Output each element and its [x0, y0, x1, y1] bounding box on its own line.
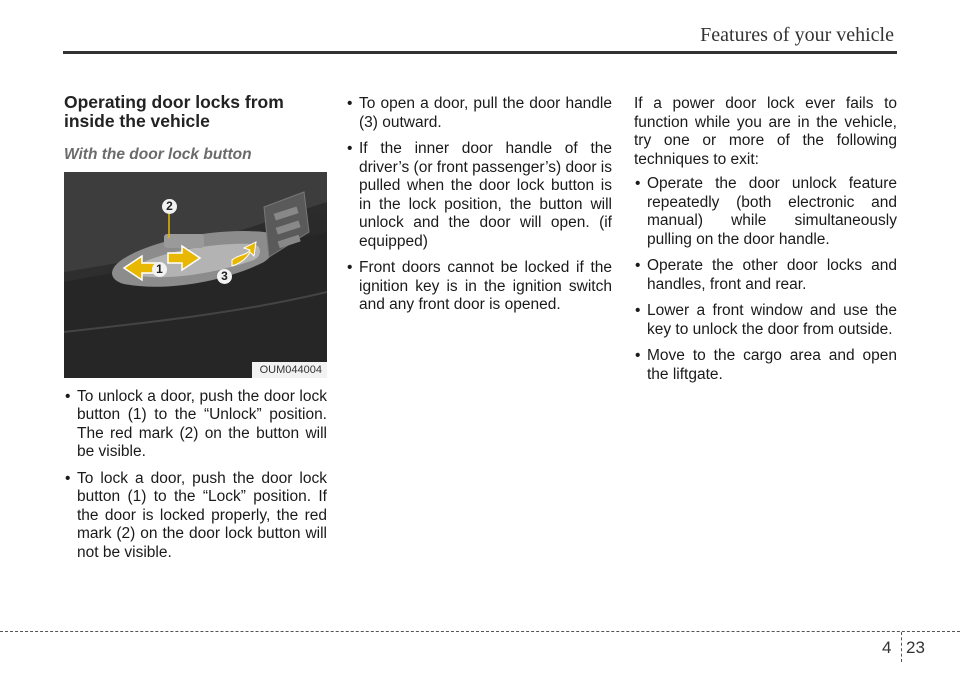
bullet-list [346, 95, 612, 315]
header-title: Features of your vehicle [700, 24, 894, 46]
section-title-line-2: inside the vehicle [64, 111, 210, 131]
list-item: • Move to the cargo area and open the liftgate. [634, 347, 897, 384]
list-item: • Operate the door unlock feature repeatedly (both electronic and manual) while simultaneously pulling on the door handle. [634, 175, 897, 249]
chapter-number: 4 [882, 638, 892, 657]
list-item: • To unlock a door, push the door lock button (1) to the “Unlock” position. The red mark (2) on the button will be visible. [64, 388, 327, 462]
marker-3: 3 [217, 269, 232, 284]
header-rule [63, 51, 897, 54]
list-item: • Front doors cannot be locked if the ignition key is in the ignition switch and any front door is opened. [346, 259, 612, 315]
column-1 [64, 93, 327, 570]
list-item: • Lower a front window and use the key to unlock the door from outside. [634, 302, 897, 339]
door-lock-illustration [64, 172, 327, 378]
list-item: • To lock a door, push the door lock button (1) to the “Lock” position. If the door is locked properly, the red mark (2) on the door lock button will not be visible. [64, 470, 327, 563]
column-2 [346, 95, 612, 323]
page-divider [901, 632, 902, 662]
list-item: • Operate the other door locks and handles, front and rear. [634, 257, 897, 294]
bullet-list [634, 175, 897, 384]
list-item: • If the inner door handle of the driver’s (or front passenger’s) door is pulled when the door lock button is in the lock position, the button will unlock and the door will open. (if equipped) [346, 140, 612, 251]
intro-paragraph: If a power door lock ever fails to function while you are in the vehicle, try one or more of the following techniques to exit: [634, 95, 897, 168]
marker-2: 2 [162, 199, 177, 214]
footer-rule [0, 631, 960, 632]
bullet-list [64, 388, 327, 563]
section-title-line-1: Operating door locks from [64, 92, 284, 112]
marker-1: 1 [152, 262, 167, 277]
page-number: 23 [906, 638, 925, 657]
figure-caption: OUM044004 [252, 362, 327, 378]
section-title [64, 93, 327, 131]
list-item: • To open a door, pull the door handle (3) outward. [346, 95, 612, 132]
section-subtitle: With the door lock button [64, 146, 252, 163]
column-3 [634, 95, 897, 392]
door-panel-drawing [64, 172, 327, 378]
